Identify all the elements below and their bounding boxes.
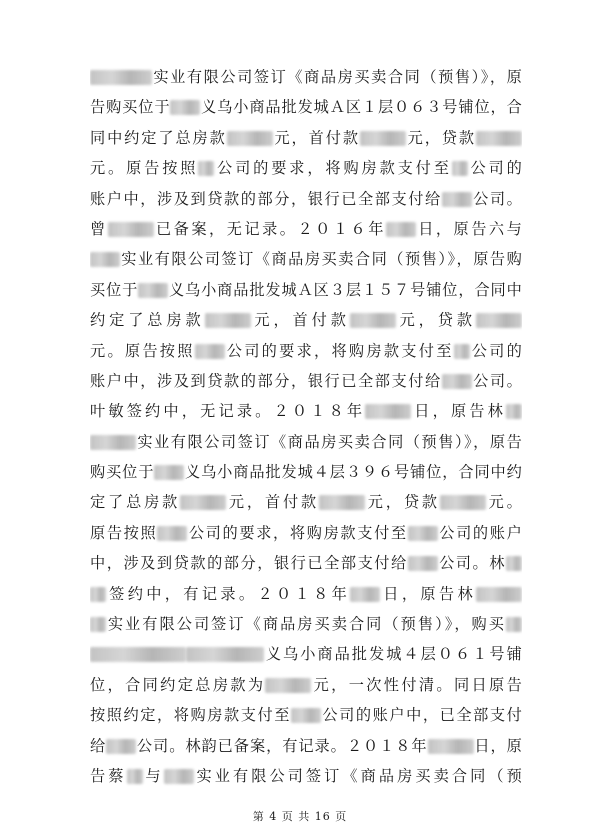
text-line xyxy=(90,487,522,517)
text-segment: 元，首付款 xyxy=(272,128,360,147)
redaction xyxy=(265,678,311,693)
text-line xyxy=(90,153,522,183)
text-line xyxy=(90,518,522,548)
redaction xyxy=(408,556,438,571)
text-segment: 公司的 xyxy=(469,341,522,360)
text-segment: 义乌小商品批发城Ａ区１层０６３号铺位，合 xyxy=(200,98,522,117)
redaction xyxy=(157,526,187,541)
text-segment: 实业有限公司签订《商品房买卖合同（预售）》，购买 xyxy=(106,615,506,634)
text-line xyxy=(90,244,522,274)
redaction xyxy=(170,100,200,115)
text-segment: 实业有限公司签订《商品房买卖合同（预售）》，原告 xyxy=(136,432,522,451)
text-segment: 义乌小商品批发城Ａ区３层１５７号铺位，合同中 xyxy=(168,280,522,299)
redaction xyxy=(127,769,143,784)
text-segment: 公司的账户中，已全部支付 xyxy=(321,706,522,725)
text-line xyxy=(90,761,522,791)
page-footer: 第 4 页 共 16 页 xyxy=(252,810,348,823)
redaction xyxy=(360,131,406,146)
redaction xyxy=(319,495,365,510)
text-segment: 公司。 xyxy=(471,189,522,208)
text-segment: 公司的要求，将购房款支付至 xyxy=(224,341,454,360)
text-segment: 公司的要求，将购房款支付至 xyxy=(187,523,408,542)
text-segment: 元。 xyxy=(485,493,522,512)
text-segment: 实业有限公司签订《商品房买卖合同（预售）》，原 xyxy=(152,68,522,86)
text-segment: 实业有限公司签订《商品房买卖合同（预 xyxy=(193,766,522,785)
text-line xyxy=(90,336,522,366)
text-segment: 原告按照 xyxy=(90,523,158,542)
text-segment: 元。原告按照 xyxy=(90,159,199,178)
text-segment: 公司的账户 xyxy=(437,523,522,542)
text-segment: 按照约定，将购房款支付至 xyxy=(90,706,291,725)
text-line xyxy=(90,214,522,244)
redaction xyxy=(205,313,251,328)
redaction xyxy=(90,435,136,450)
redaction xyxy=(350,587,380,602)
text-segment: 日，原告六与 xyxy=(415,219,522,238)
redaction xyxy=(442,374,472,389)
text-segment: 告蔡 xyxy=(90,766,127,785)
text-segment: 公司的 xyxy=(467,159,522,178)
text-line xyxy=(90,700,522,730)
text-segment: 位，合同约定总房款为 xyxy=(90,675,266,694)
text-segment: 元。原告按照 xyxy=(90,341,195,360)
text-segment: 义乌小商品批发城４层３９６号铺位，合同中约 xyxy=(184,463,522,482)
redaction xyxy=(106,739,136,754)
redaction xyxy=(476,587,522,602)
text-segment: 义乌小商品批发城４层０６１号铺 xyxy=(264,645,522,664)
text-line xyxy=(90,639,522,669)
redaction xyxy=(350,313,396,328)
redaction xyxy=(90,587,106,602)
redaction xyxy=(90,617,106,632)
redaction xyxy=(180,495,226,510)
redaction xyxy=(227,131,273,146)
text-segment: 元，贷款 xyxy=(365,493,440,512)
document-body xyxy=(90,62,522,791)
text-segment: 同中约定了总房款 xyxy=(90,128,227,147)
text-line xyxy=(90,609,522,639)
text-segment: 中，涉及到贷款的部分，银行已全部支付给 xyxy=(90,554,408,573)
text-line xyxy=(90,123,522,153)
text-segment: 元，一次性付清。同日原告 xyxy=(311,675,522,694)
redaction xyxy=(164,769,194,784)
text-line xyxy=(90,366,522,396)
text-line xyxy=(90,305,522,335)
text-segment: 已备案，无记录。２０１６年 xyxy=(153,219,386,238)
redaction xyxy=(386,222,416,237)
redaction xyxy=(506,556,522,571)
redaction xyxy=(186,647,264,662)
text-line xyxy=(90,457,522,487)
text-segment: 元，首付款 xyxy=(226,493,320,512)
text-segment: 买位于 xyxy=(90,280,139,299)
redaction xyxy=(365,404,411,419)
text-segment: 元，首付款 xyxy=(250,311,350,330)
redaction xyxy=(428,739,474,754)
redaction xyxy=(90,252,120,267)
text-segment: 日，原告林 xyxy=(411,402,507,421)
redaction xyxy=(138,283,168,298)
redaction xyxy=(408,526,438,541)
text-line xyxy=(90,548,522,578)
text-segment: 购买位于 xyxy=(90,463,155,482)
text-segment: 实业有限公司签订《商品房买卖合同（预售）》，原告购 xyxy=(120,250,522,269)
text-segment: 日，原 xyxy=(473,736,522,755)
text-segment: 告购买位于 xyxy=(90,98,171,117)
redaction xyxy=(90,647,186,662)
text-segment: 曾 xyxy=(90,219,108,238)
text-line xyxy=(90,579,522,609)
redaction xyxy=(506,404,522,419)
text-segment: 定了总房款 xyxy=(90,493,181,512)
text-segment: 账户中，涉及到贷款的部分，银行已全部支付给 xyxy=(90,189,442,208)
text-segment: 日，原告林 xyxy=(380,584,476,603)
redaction xyxy=(452,161,468,176)
redaction xyxy=(195,344,225,359)
redaction xyxy=(154,465,184,480)
text-line xyxy=(90,62,522,92)
text-segment: 签约中，有记录。２０１８年 xyxy=(106,584,351,603)
text-segment: 给 xyxy=(90,736,107,755)
text-line xyxy=(90,396,522,426)
text-segment: 与 xyxy=(142,766,164,785)
text-segment: 叶敏签约中，无记录。２０１８年 xyxy=(90,402,366,421)
redaction xyxy=(291,708,321,723)
text-segment: 公司的要求，将购房款支付至 xyxy=(214,159,452,178)
text-segment: 公司。林韵已备案，有记录。２０１８年 xyxy=(136,736,428,755)
text-line xyxy=(90,275,522,305)
text-line xyxy=(90,670,522,700)
text-segment: 账户中，涉及到贷款的部分，银行已全部支付给 xyxy=(90,371,442,390)
text-segment: 公司。林 xyxy=(437,554,506,573)
text-segment: 约定了总房款 xyxy=(90,311,205,330)
redaction xyxy=(454,344,470,359)
redaction xyxy=(198,161,214,176)
text-line xyxy=(90,731,522,761)
redaction xyxy=(506,617,522,632)
redaction xyxy=(442,192,472,207)
redaction xyxy=(90,70,152,85)
text-line xyxy=(90,92,522,122)
text-segment: 元，贷款 xyxy=(395,311,476,330)
redaction xyxy=(440,495,486,510)
text-line xyxy=(90,184,522,214)
redaction xyxy=(108,222,154,237)
text-line xyxy=(90,427,522,457)
redaction xyxy=(476,131,522,146)
text-segment: 公司。 xyxy=(471,371,522,390)
text-segment: 元，贷款 xyxy=(405,128,476,147)
redaction xyxy=(476,313,522,328)
